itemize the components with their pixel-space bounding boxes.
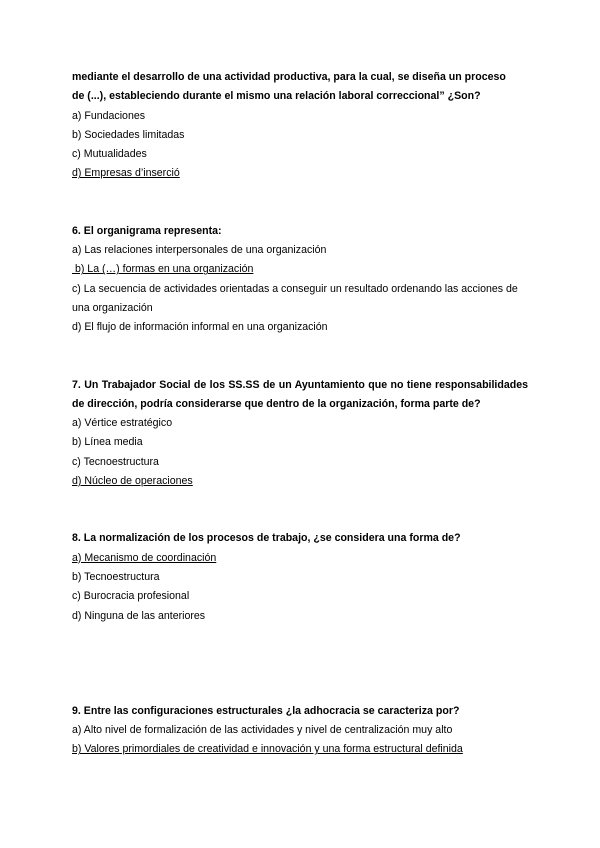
question-5-option-a: a) Fundaciones [72,109,146,122]
question-9-option-b-correct: b) Valores primordiales de creatividad e innovación y una forma estructural definida [72,743,463,756]
question-9 [72,702,528,760]
question-6-text: 6. El organigrama representa: [72,224,222,237]
question-6-option-c: c) La secuencia de actividades orientadas a conseguir un resultado ordenando las acciones de una organización [72,282,518,314]
spacer [72,626,528,702]
question-5-option-c: c) Mutualidades [72,148,147,161]
question-8 [72,529,528,625]
question-8-option-c: c) Burocracia profesional [72,590,190,603]
question-9-text: 9. Entre las configuraciones estructurales ¿la adhocracia se caracteriza por? [72,704,460,717]
question-6-option-a: a) Las relaciones interpersonales de una organización [72,244,327,257]
document-page [72,68,528,760]
question-5-text-line-2: de (...), estableciendo durante el mismo una relación laboral correccional” ¿Son? [72,90,481,103]
question-8-option-a-correct: a) Mecanismo de coordinación [72,551,217,564]
question-7-option-a: a) Vértice estratégico [72,417,173,430]
question-8-text: 8. La normalización de los procesos de trabajo, ¿se considera una forma de? [72,532,461,545]
question-5 [72,68,528,184]
question-7-option-b: b) Línea media [72,436,143,449]
question-9-option-a: a) Alto nivel de formalización de las actividades y nivel de centralización muy alto [72,724,453,737]
question-7-text: 7. Un Trabajador Social de los SS.SS de un Ayuntamiento que no tiene responsabilidades de dirección, podría considerarse que dentro de la organización, forma parte de? [72,378,528,410]
question-8-option-b: b) Tecnoestructura [72,570,160,583]
question-5-option-d-correct: d) Empresas d’inserció [72,167,180,180]
question-6 [72,222,528,338]
question-5-text-line-1: mediante el desarrollo de una actividad productiva, para la cual, se diseña un proceso [72,71,506,83]
question-7 [72,376,528,492]
question-6-option-d: d) El flujo de información informal en una organización [72,321,328,334]
spacer [72,491,528,529]
spacer [72,338,528,376]
question-7-option-d-correct: d) Núcleo de operaciones [72,475,193,488]
question-6-option-b-correct: b) La (…) formas en una organización [72,263,254,276]
question-5-option-b: b) Sociedades limitadas [72,128,185,141]
question-8-option-d: d) Ninguna de las anteriores [72,609,206,622]
question-7-option-c: c) Tecnoestructura [72,455,159,468]
spacer [72,184,528,222]
